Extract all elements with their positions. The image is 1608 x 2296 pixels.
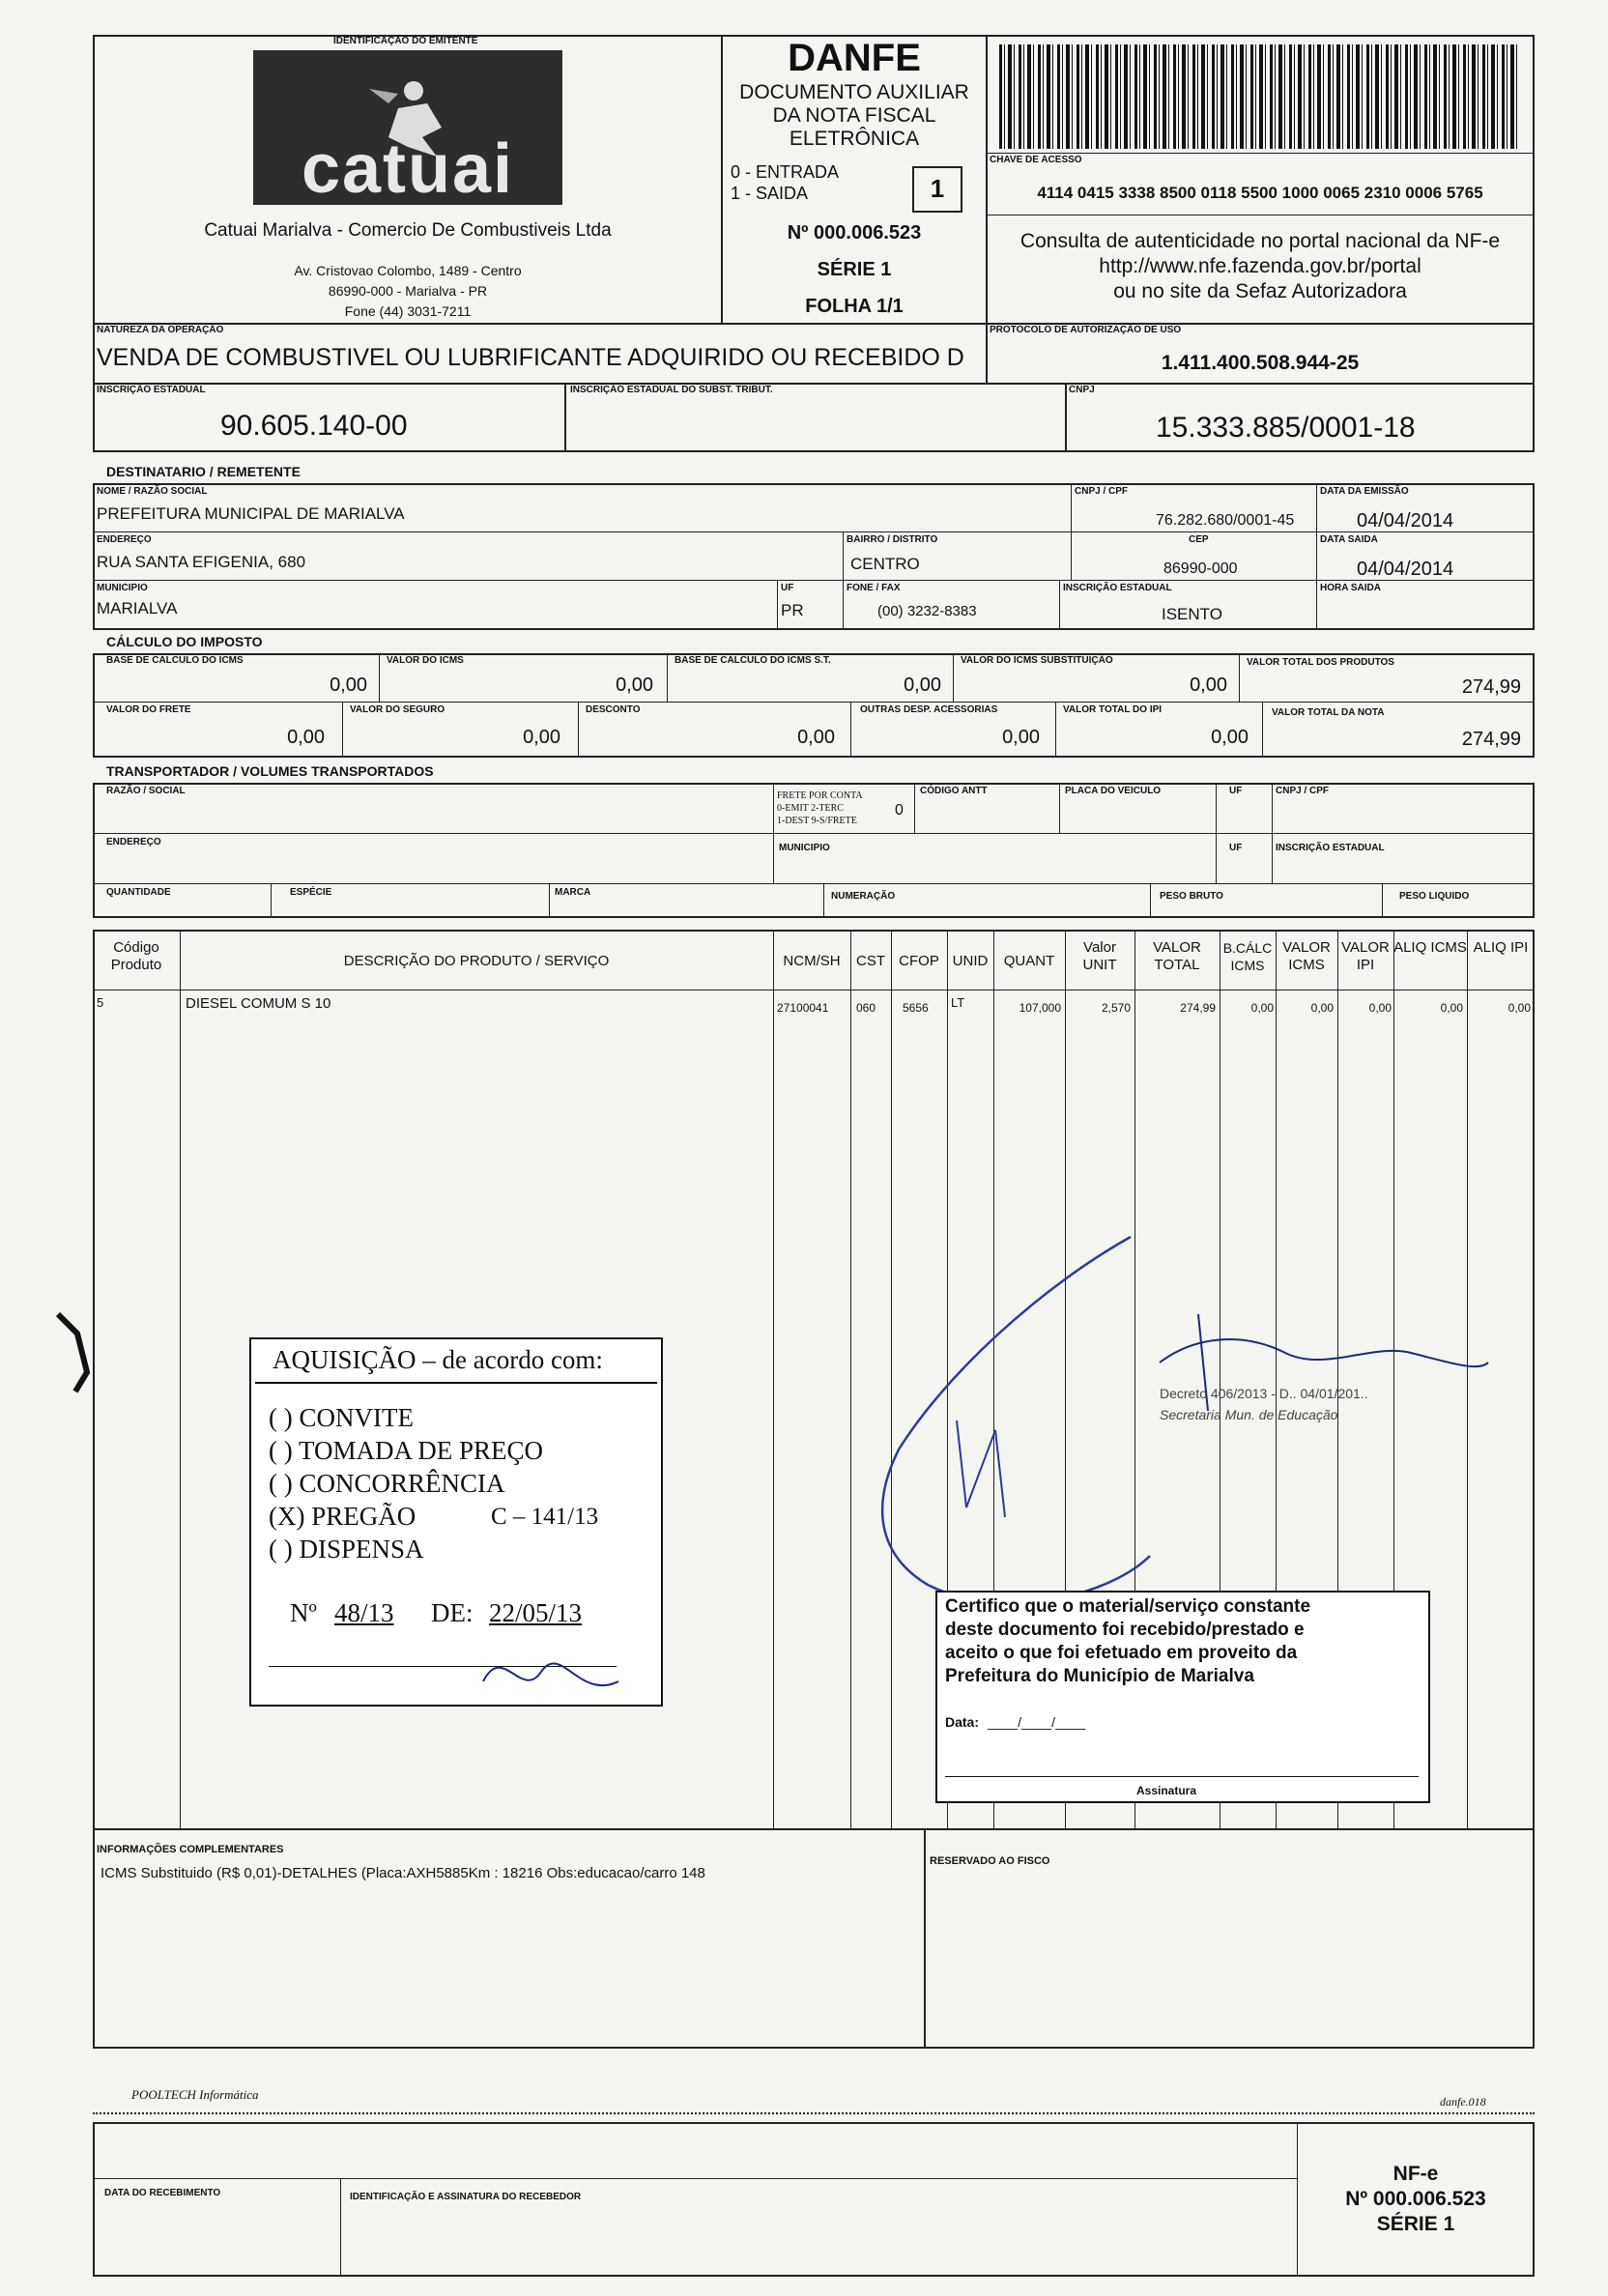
certifico-line-2: deste documento foi recebido/prestado e — [945, 1620, 1305, 1640]
transp-frete-value: 0 — [895, 802, 904, 818]
th-aliqicms: ALIQ ICMS — [1393, 939, 1467, 956]
dest-data-saida-label: DATA SAIDA — [1320, 534, 1378, 545]
v-icms-label: VALOR DO ICMS — [387, 655, 464, 666]
transp-ie-label: INSCRIÇÃO ESTADUAL — [1276, 843, 1385, 853]
outras-label: OUTRAS DESP. ACESSORIAS — [860, 704, 998, 715]
imposto-col-3 — [953, 653, 954, 702]
td-vipi: 0,00 — [1368, 1001, 1392, 1015]
imposto-section: CÁLCULO DO IMPOSTO — [106, 634, 263, 649]
td-vunit: 2,570 — [1101, 1001, 1131, 1015]
reservado-label: RESERVADO AO FISCO — [930, 1855, 1050, 1867]
dest-uf-label: UF — [781, 583, 794, 593]
dest-fone: (00) 3232-8383 — [877, 603, 977, 619]
footer-dotted-line — [93, 2112, 1535, 2114]
stamp-partial-line-2: Secretaria Mun. de Educação — [1160, 1407, 1338, 1422]
aquisicao-de-label: DE: — [431, 1598, 474, 1627]
info-value: ICMS Substituido (R$ 0,01)-DETALHES (Placa:AXH5885Km : 18216 Obs:educacao/carro 148 — [100, 1865, 705, 1881]
dest-fone-label: FONE / FAX — [847, 583, 901, 593]
th-vtotal: VALOR TOTAL — [1153, 939, 1201, 973]
imposto-col-7 — [850, 702, 851, 758]
th-bcicms: B.CÁLC ICMS — [1222, 940, 1273, 973]
bc-st: 0,00 — [904, 674, 941, 696]
transp-col-uf — [1216, 783, 1217, 883]
info-box — [93, 1828, 926, 2049]
emitente-header-label: IDENTIFICAÇÃO DO EMITENTE — [333, 36, 478, 46]
transp-antt-label: CÓDIGO ANTT — [920, 786, 988, 796]
transp-col-cnpj — [1272, 783, 1273, 883]
nfe-title: NF-e — [1393, 2163, 1439, 2185]
ie-label: INSCRIÇÃO ESTADUAL — [97, 385, 206, 395]
aquisicao-opt-4: (X) PREGÃO — [269, 1502, 416, 1531]
th-codigo: Código Produto — [110, 939, 162, 973]
danfe-title: DANFE — [788, 37, 921, 79]
cnpj-label: CNPJ — [1069, 385, 1095, 395]
transp-uf2-label: UF — [1229, 843, 1243, 853]
td-cfop: 5656 — [903, 1001, 929, 1015]
certifico-line-3: aceito o que foi efetuado em proveito da — [945, 1643, 1298, 1663]
v-st: 0,00 — [1190, 674, 1227, 696]
v-prod-label: VALOR TOTAL DOS PRODUTOS — [1247, 657, 1394, 668]
transp-razao-label: RAZÃO / SOCIAL — [106, 786, 186, 796]
iest-label: INSCRIÇÃO ESTADUAL DO SUBST. TRIBUT. — [570, 385, 773, 395]
seguro: 0,00 — [523, 727, 560, 748]
danfe-subtitle-3: ELETRÔNICA — [789, 128, 920, 150]
transp-col-placa — [1059, 783, 1060, 833]
aquisicao-opt-1: ( ) CONVITE — [269, 1403, 414, 1432]
dest-municipio-label: MUNICIPIO — [97, 583, 148, 593]
transp-peso-liquido-label: PESO LIQUIDO — [1399, 891, 1470, 902]
prod-col-desc — [180, 930, 181, 1830]
imposto-col-4 — [1239, 653, 1240, 702]
th-vunit: Valor UNIT — [1082, 939, 1117, 973]
aquisicao-opt-5: ( ) DISPENSA — [269, 1535, 424, 1564]
seguro-label: VALOR DO SEGURO — [350, 704, 445, 715]
transp-frete-line-3: 1-DEST 9-S/FRETE — [777, 816, 857, 826]
dest-col-ie — [1059, 580, 1060, 630]
td-cst: 060 — [856, 1001, 876, 1015]
danfe-entrada: 0 - ENTRADA — [731, 162, 840, 182]
bc-icms: 0,00 — [330, 674, 367, 696]
nfe-numero: Nº 000.006.523 — [1345, 2188, 1486, 2210]
dest-bairro: CENTRO — [850, 555, 920, 573]
prod-col-cfop — [891, 930, 892, 1830]
td-vicms: 0,00 — [1310, 1001, 1334, 1015]
transp-col-marca — [549, 883, 550, 918]
v-st-label: VALOR DO ICMS SUBSTITUIÇÃO — [961, 655, 1113, 666]
dest-col-date — [1316, 483, 1317, 630]
protocolo-value: 1.411.400.508.944-25 — [1161, 352, 1360, 374]
transp-quantidade-label: QUANTIDADE — [106, 887, 171, 898]
dest-cnpj: 76.282.680/0001-45 — [1156, 512, 1295, 529]
imposto-col-5 — [342, 702, 343, 758]
ident-recebedor-label: IDENTIFICAÇÃO E ASSINATURA DO RECEBEDOR — [350, 2192, 582, 2202]
transp-col-liquido — [1382, 883, 1383, 918]
danfe-serie: SÉRIE 1 — [817, 259, 892, 280]
dest-endereco-label: ENDEREÇO — [97, 534, 152, 545]
dest-municipio: MARIALVA — [97, 599, 178, 617]
natureza-label: NATUREZA DA OPERAÇÃO — [97, 325, 224, 335]
aquisicao-numero-label: Nº — [290, 1598, 317, 1627]
transp-frete-line-2: 0-EMIT 2-TERC — [777, 803, 844, 814]
prod-col-ncm — [773, 930, 774, 1830]
th-ncm: NCM/SH — [783, 953, 841, 969]
transp-row-divider-2 — [93, 883, 1535, 884]
ie-value: 90.605.140-00 — [220, 410, 408, 442]
emitente-logo — [253, 50, 562, 208]
aquisicao-title: AQUISIÇÃO – de acordo com: — [273, 1345, 603, 1374]
desconto: 0,00 — [797, 727, 835, 748]
danfe-saida: 1 - SAIDA — [731, 184, 809, 203]
outras: 0,00 — [1002, 727, 1040, 748]
th-unid: UNID — [952, 953, 989, 969]
footer-software: POOLTECH Informática — [131, 2087, 259, 2102]
imposto-row-divider — [93, 702, 1535, 703]
protocolo-label: PROTOCOLO DE AUTORIZAÇÃO DE USO — [990, 325, 1182, 335]
imposto-col-9 — [1262, 702, 1263, 758]
th-vipi: VALOR IPI — [1341, 939, 1390, 973]
transp-placa-label: PLACA DO VEICULO — [1065, 786, 1162, 796]
th-cst: CST — [856, 953, 885, 969]
bc-icms-label: BASE DE CALCULO DO ICMS — [106, 655, 244, 666]
transp-uf-label: UF — [1229, 786, 1243, 796]
chave-label: CHAVE DE ACESSO — [990, 155, 1082, 165]
dest-ie-label: INSCRIÇÃO ESTADUAL — [1063, 583, 1172, 593]
info-label: INFORMAÇÕES COMPLEMENTARES — [97, 1844, 284, 1855]
dest-bairro-label: BAIRRO / DISTRITO — [847, 534, 938, 545]
frete: 0,00 — [287, 727, 325, 748]
desconto-label: DESCONTO — [586, 704, 641, 715]
th-aliqipi: ALIQ IPI — [1473, 939, 1529, 956]
dest-data-emissao-label: DATA DA EMISSÃO — [1320, 486, 1409, 497]
th-descricao: DESCRIÇÃO DO PRODUTO / SERVIÇO — [343, 953, 610, 969]
ipi: 0,00 — [1211, 727, 1249, 748]
td-unid: LT — [951, 995, 965, 1010]
consulta-line-2[interactable]: http://www.nfe.fazenda.gov.br/portal — [1099, 255, 1421, 277]
v-prod: 274,99 — [1461, 676, 1521, 698]
dest-cep: 86990-000 — [1163, 560, 1238, 577]
imposto-col-6 — [578, 702, 579, 758]
td-vtotal: 274,99 — [1180, 1001, 1216, 1015]
transportador-section: TRANSPORTADOR / VOLUMES TRANSPORTADOS — [106, 763, 434, 779]
transp-municipio-label: MUNICIPIO — [779, 843, 830, 853]
td-quant: 107,000 — [1019, 1001, 1061, 1015]
aquisicao-opt-3: ( ) CONCORRÊNCIA — [269, 1469, 505, 1498]
transp-frete-line-1: FRETE POR CONTA — [777, 790, 863, 801]
recebimento-divider — [93, 2178, 1297, 2179]
barcode — [999, 44, 1521, 149]
dest-endereco: RUA SANTA EFIGENIA, 680 — [97, 553, 306, 571]
transp-endereco-label: ENDEREÇO — [106, 837, 161, 847]
th-cfop: CFOP — [899, 953, 939, 969]
dest-uf: PR — [781, 601, 804, 619]
td-aliqicms: 0,00 — [1440, 1001, 1463, 1015]
transp-col-bruto — [1150, 883, 1151, 918]
certifico-assinatura-label: Assinatura — [1136, 1784, 1197, 1797]
emitente-address-1: Av. Cristovao Colombo, 1489 - Centro — [294, 263, 522, 278]
consulta-line-1: Consulta de autenticidade no portal nacional da NF-e — [1019, 230, 1501, 252]
ipi-label: VALOR TOTAL DO IPI — [1063, 704, 1163, 715]
danfe-tipo: 1 — [930, 174, 945, 203]
data-recebimento-label: DATA DO RECEBIMENTO — [104, 2188, 221, 2198]
aquisicao-opt-4-ref: C – 141/13 — [491, 1504, 599, 1530]
v-nota: 274,99 — [1461, 729, 1521, 750]
dest-col-cnpj — [1071, 483, 1072, 580]
th-vicms: VALOR ICMS — [1282, 939, 1331, 973]
aquisicao-sign-line — [269, 1666, 617, 1667]
emitente-address-2: 86990-000 - Marialva - PR — [328, 283, 488, 299]
td-bcicms: 0,00 — [1250, 1001, 1274, 1015]
footer-form-code: danfe.018 — [1440, 2095, 1486, 2109]
frete-label: VALOR DO FRETE — [106, 704, 191, 715]
dest-nome: PREFEITURA MUNICIPAL DE MARIALVA — [97, 504, 405, 523]
imposto-col-8 — [1055, 702, 1056, 758]
certifico-line-4: Prefeitura do Município de Marialva — [945, 1666, 1254, 1686]
transp-col-antt — [914, 783, 915, 833]
chave-divider-top — [986, 153, 1535, 154]
dest-ie: ISENTO — [1162, 605, 1222, 623]
danfe-subtitle-1: DOCUMENTO AUXILIAR — [739, 81, 969, 103]
consulta-line-3: ou no site da Sefaz Autorizadora — [1113, 280, 1407, 302]
danfe-folha: FOLHA 1/1 — [805, 296, 904, 317]
logo-text: catuai — [301, 130, 515, 208]
dest-hora-label: HORA SAIDA — [1320, 583, 1381, 593]
nfe-serie: SÉRIE 1 — [1376, 2213, 1455, 2235]
imposto-col-1 — [379, 653, 380, 702]
transp-peso-bruto-label: PESO BRUTO — [1160, 891, 1223, 902]
emitente-phone: Fone (44) 3031-7211 — [344, 303, 472, 319]
transp-row-divider-1 — [93, 833, 1535, 834]
dest-row-divider-1 — [93, 531, 1535, 532]
destinatario-section: DESTINATARIO / REMETENTE — [106, 464, 301, 479]
dest-col-uf — [777, 580, 778, 630]
certifico-data-blank: ____/____/____ — [988, 1714, 1086, 1730]
prod-col-cst — [850, 930, 851, 1830]
imposto-col-2 — [667, 653, 668, 702]
dest-row-divider-2 — [93, 580, 1535, 581]
emitente-name: Catuai Marialva - Comercio De Combustiveis Ltda — [204, 220, 612, 241]
transp-cnpj-label: CNPJ / CPF — [1276, 786, 1330, 796]
v-icms: 0,00 — [616, 674, 653, 696]
th-quant: QUANT — [1003, 953, 1055, 969]
certifico-data-label: Data: — [945, 1714, 980, 1730]
td-ncm: 27100041 — [777, 1001, 829, 1015]
danfe-numero: Nº 000.006.523 — [787, 222, 922, 244]
transp-especie-label: ESPÉCIE — [290, 887, 332, 898]
natureza-value: VENDA DE COMBUSTIVEL OU LUBRIFICANTE ADQUIRIDO OU RECEBIDO D — [97, 344, 964, 371]
aquisicao-opt-2: ( ) TOMADA DE PREÇO — [269, 1436, 544, 1465]
transp-marca-label: MARCA — [555, 887, 591, 898]
danfe-subtitle-2: DA NOTA FISCAL — [772, 104, 936, 127]
aquisicao-title-underline — [255, 1382, 657, 1384]
dest-cep-label: CEP — [1189, 534, 1209, 545]
dest-data-saida: 04/04/2014 — [1357, 559, 1454, 580]
dest-data-emissao: 04/04/2014 — [1357, 510, 1454, 531]
transp-col-numeracao — [823, 883, 824, 918]
transp-numeracao-label: NUMERAÇÃO — [831, 891, 896, 902]
certifico-sign-line — [945, 1776, 1419, 1777]
prod-col-aliqipi — [1467, 930, 1468, 1830]
recebimento-col-ident — [340, 2178, 341, 2277]
td-aliqipi: 0,00 — [1508, 1001, 1531, 1015]
bc-st-label: BASE DE CALCULO DO ICMS S.T. — [675, 655, 831, 666]
transp-col-frete — [773, 783, 774, 883]
dest-cnpj-label: CNPJ / CPF — [1075, 486, 1129, 497]
certifico-line-1: Certifico que o material/serviço constante — [945, 1596, 1311, 1617]
dest-nome-label: NOME / RAZÃO SOCIAL — [97, 486, 208, 497]
td-codigo: 5 — [97, 995, 104, 1010]
stamp-partial-line-1: Decreto 406/2013 - D.. 04/01/201.. — [1160, 1386, 1368, 1401]
td-descricao: DIESEL COMUM S 10 — [186, 995, 331, 1012]
aquisicao-data: 22/05/13 — [489, 1598, 583, 1627]
chave-value: 4114 0415 3338 8500 0118 5500 1000 0065 2310 0006 5765 — [1037, 184, 1483, 202]
dest-col-bairro — [843, 531, 844, 630]
v-nota-label: VALOR TOTAL DA NOTA — [1272, 707, 1385, 718]
aquisicao-numero: 48/13 — [334, 1598, 394, 1627]
cnpj-value: 15.333.885/0001-18 — [1156, 412, 1416, 444]
transp-col-especie — [271, 883, 272, 918]
